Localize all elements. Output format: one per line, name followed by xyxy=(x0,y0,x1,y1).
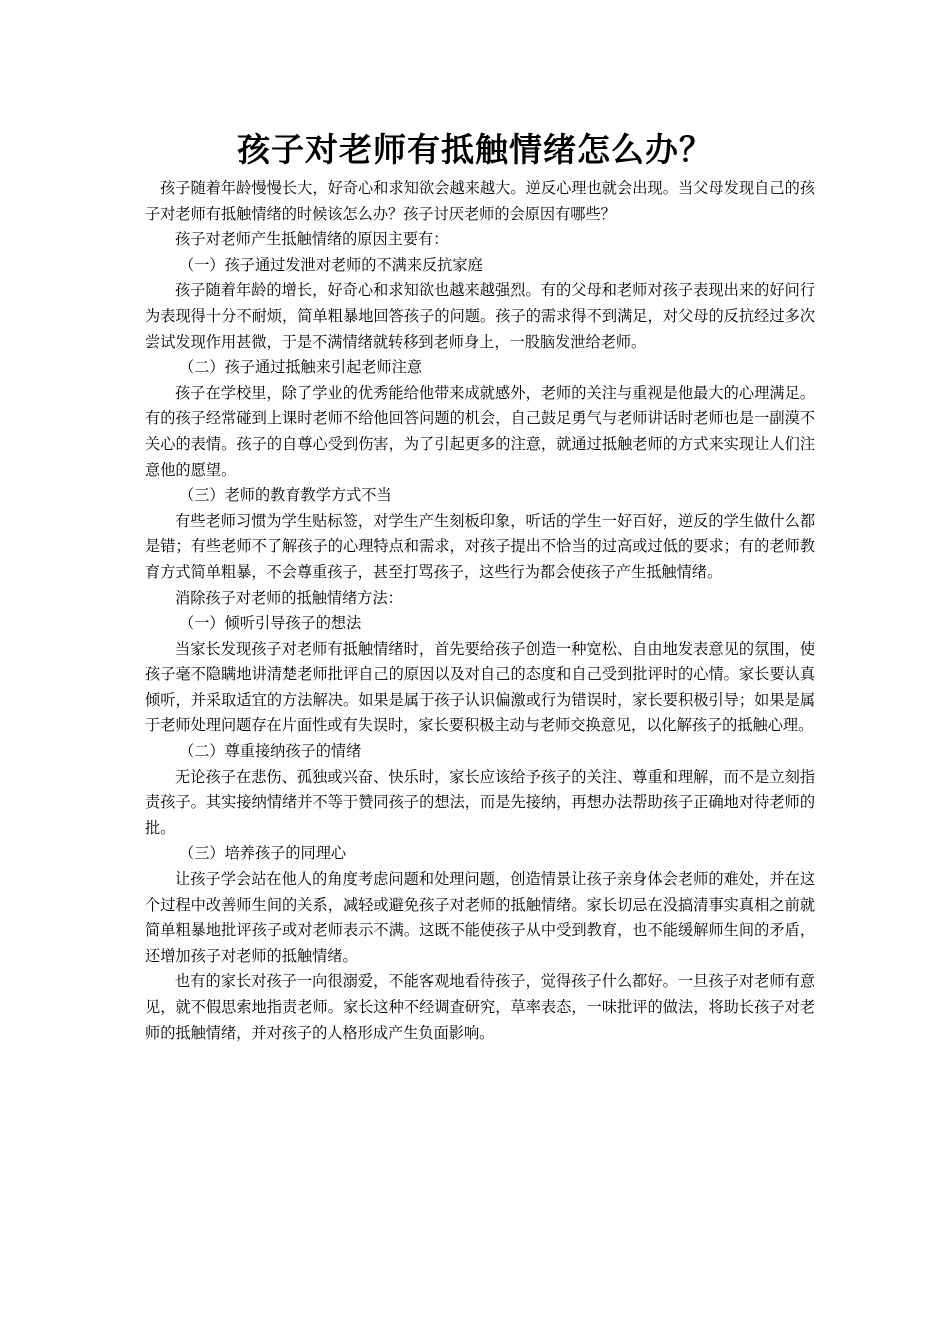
cause-paragraph-3: 有些老师习惯为学生贴标签，对学生产生刻板印象，听话的学生一好百好，逆反的学生做什么都是错；有些老师不了解孩子的心理特点和需求，对孩子提出不恰当的过高或过低的要求；有的老师教育方式简单粗暴，不会尊重孩子，甚至打骂孩子，这些行为都会使孩子产生抵触情绪。 xyxy=(145,511,815,581)
methods-lead-paragraph: 消除孩子对老师的抵触情绪方法： xyxy=(175,588,403,607)
intro-paragraph: 孩子随着年龄慢慢长大，好奇心和求知欲会越来越大。逆反心理也就会出现。当父母发现自己的孩子对老师有抵触情绪的时候该怎么办？孩子讨厌老师的会原因有哪些？ xyxy=(145,179,815,223)
method-paragraph-3: 让孩子学会站在他人的角度考虑问题和处理问题，创造情景让孩子亲身体会老师的难处，并在这个过程中改善师生间的关系，减轻或避免孩子对老师的抵触情绪。家长切忌在没搞清事实真相之前就简单粗暴地批评孩子或对老师表示不满。这既不能使孩子从中受到教育，也不能缓解师生间的矛盾，还增加孩子对老师的抵触情绪。 xyxy=(145,870,815,965)
cause-heading-1: （一）孩子通过发泄对老师的不满来反抗家庭 xyxy=(179,255,483,274)
cause-heading-3: （三）老师的教育教学方式不当 xyxy=(179,486,392,505)
document-title: 孩子对老师有抵触情绪怎么办？ xyxy=(237,130,713,169)
method-paragraph-1: 当家长发现孩子对老师有抵触情绪时，首先要给孩子创造一种宽松、自由地发表意见的氛围，使孩子毫不隐瞒地讲清楚老师批评自己的原因以及对自己的态度和自己受到批评时的心情。家长要认真倾听，并采取适宜的方法解决。如果是属于孩子认识偏激或行为错误时，家长要积极引导；如果是属于老师处理问题存在片面性或有失误时，家长要积极主动与老师交换意见，以化解孩子的抵触心理。 xyxy=(145,639,815,735)
method-heading-2: （二）尊重接纳孩子的情绪 xyxy=(179,742,362,761)
causes-lead-paragraph: 孩子对老师产生抵触情绪的原因主要有： xyxy=(175,230,449,249)
closing-paragraph: 也有的家长对孩子一向很溺爱，不能客观地看待孩子，觉得孩子什么都好。一旦孩子对老师有意见，就不假思索地指责老师。家长这种不经调查研究，草率表态，一味批评的做法，将助长孩子对老师的抵触情绪，并对孩子的人格形成产生负面影响。 xyxy=(145,972,815,1042)
method-heading-1: （一）倾听引导孩子的想法 xyxy=(179,614,362,633)
document-body xyxy=(145,176,815,1046)
cause-paragraph-2: 孩子在学校里，除了学业的优秀能给他带来成就感外，老师的关注与重视是他最大的心理满足。有的孩子经常碰到上课时老师不给他回答问题的机会，自己鼓足勇气与老师讲话时老师也是一副漠不关心的表情。孩子的自尊心受到伤害，为了引起更多的注意，就通过抵触老师的方式来实现让人们注意他的愿望。 xyxy=(145,383,815,479)
method-paragraph-2: 无论孩子在悲伤、孤独或兴奋、快乐时，家长应该给予孩子的关注、尊重和理解，而不是立刻指责孩子。其实接纳情绪并不等于赞同孩子的想法，而是先接纳，再想办法帮助孩子正确地对待老师的批。 xyxy=(145,767,815,837)
method-heading-3: （三）培养孩子的同理心 xyxy=(179,844,347,863)
cause-heading-2: （二）孩子通过抵触来引起老师注意 xyxy=(179,358,422,377)
cause-paragraph-1: 孩子随着年龄的增长，好奇心和求知欲也越来越强烈。有的父母和老师对孩子表现出来的好问行为表现得十分不耐烦，简单粗暴地回答孩子的问题。孩子的需求得不到满足，对父母的反抗经过多次尝试发现作用甚微，于是不满情绪就转移到老师身上，一股脑发泄给老师。 xyxy=(145,281,815,351)
